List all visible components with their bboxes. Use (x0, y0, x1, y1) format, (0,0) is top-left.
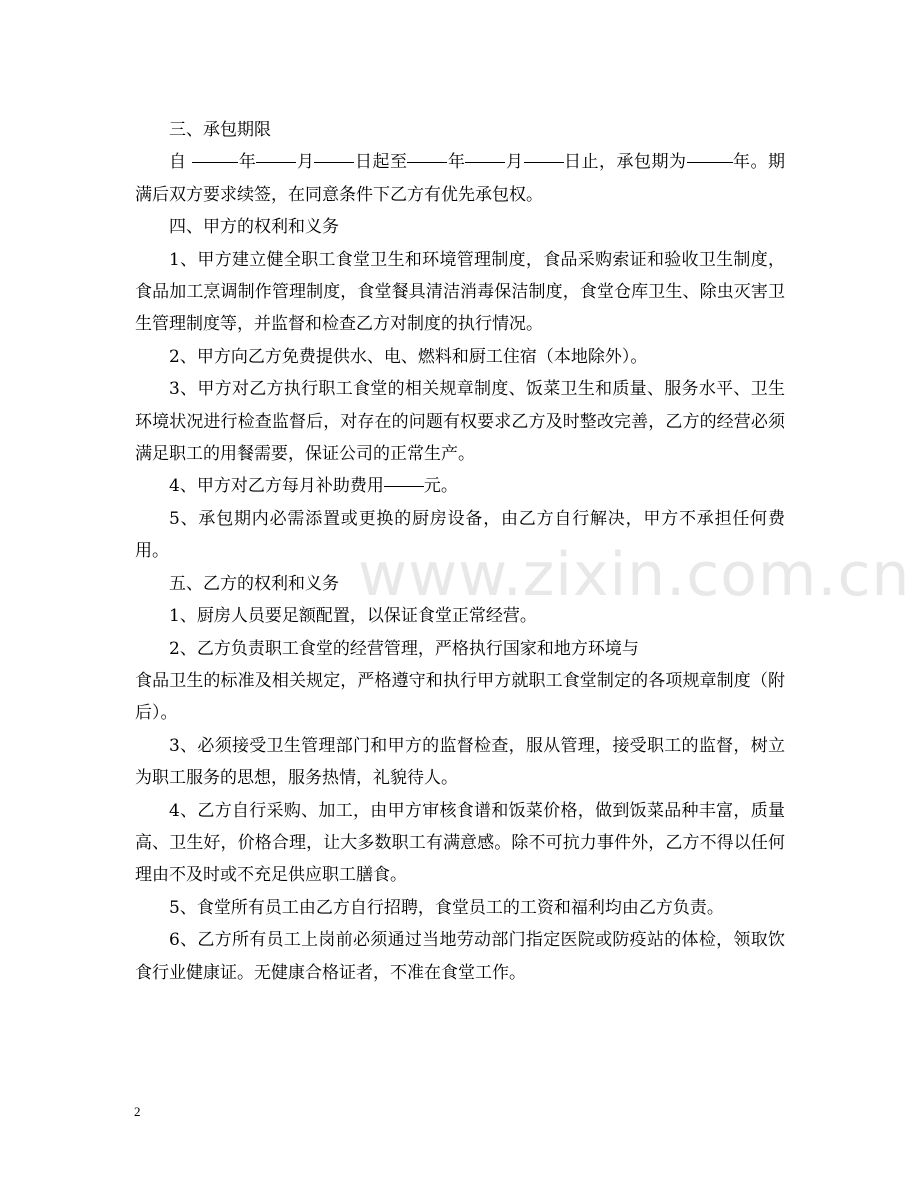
blank-end-year[interactable] (407, 161, 447, 163)
blank-start-month[interactable] (256, 161, 296, 163)
blank-end-month[interactable] (465, 161, 505, 163)
section-heading-term: 三、承包期限 (169, 120, 271, 140)
section-heading-party-b: 五、乙方的权利和义务 (169, 573, 339, 594)
subsidy-text: 元。 (423, 476, 458, 497)
party-b-clause-4: 4、乙方自行采购、加工，由甲方审核食谱和饭菜价格，做到饭菜品种丰富，质量高、卫生好，价格合理，让大多数职工有满意感。除不可抗力事件外，乙方不得以任何理由不及时或不充足供应职工膳食。 (135, 800, 785, 886)
section-heading-party-a: 四、甲方的权利和义务 (169, 217, 339, 238)
term-text: 年 (447, 152, 466, 173)
party-b-clause-2: 2、乙方负责职工食堂的经营管理，严格执行国家和地方环境与 (169, 638, 639, 659)
subsidy-text: 4、甲方对乙方每月补助费用 (169, 476, 384, 497)
party-b-clause-3: 3、必须接受卫生管理部门和甲方的监督检查，服从管理，接受职工的监督，树立为职工服务的思想，服务热情，礼貌待人。 (135, 735, 785, 789)
term-text: 年 (238, 152, 257, 173)
blank-term-years[interactable] (687, 161, 733, 163)
term-text: 月 (296, 152, 315, 173)
term-text: 日起至 (354, 152, 408, 173)
document-body (135, 114, 785, 989)
blank-start-day[interactable] (314, 161, 354, 163)
party-b-clause-6: 6、乙方所有员工上岗前必须通过当地劳动部门指定医院或防疫站的体检，领取饮食行业健康证。无健康合格证者，不准在食堂工作。 (135, 930, 785, 983)
party-b-clause-5: 5、食堂所有员工由乙方自行招聘，食堂员工的工资和福利均由乙方负责。 (169, 897, 724, 918)
party-a-clause-1: 1、甲方建立健全职工食堂卫生和环境管理制度，食品采购索证和验收卫生制度，食品加工烹调制作管理制度，食堂餐具清洁消毒保洁制度，食堂仓库卫生、除虫灭害卫生管理制度等，并监督和检查乙方对制度的执行情况。 (135, 249, 785, 335)
party-b-clause-1: 1、厨房人员要足额配置，以保证食堂正常经营。 (169, 606, 537, 627)
watermark: www.zixin.com.cn (358, 540, 911, 610)
term-text: 月 (505, 152, 524, 173)
party-a-clause-5: 5、承包期内必需添置或更换的厨房设备，由乙方自行解决，甲方不承担任何费用。 (135, 508, 785, 562)
blank-start-year[interactable] (192, 161, 238, 163)
term-text: 自 (169, 152, 193, 173)
blank-subsidy-amount[interactable] (384, 485, 424, 487)
party-a-clause-3: 3、甲方对乙方执行职工食堂的相关规章制度、饭菜卫生和质量、服务水平、卫生环境状况进行检查监督后，对存在的问题有权要求乙方及时整改完善，乙方的经营必须满足职工的用餐需要，保证公司的正常生产。 (135, 379, 785, 465)
term-text: 年。期满后双方要求续签，在同意条件下乙方有优先承包权。 (135, 152, 786, 205)
term-paragraph (135, 146, 785, 211)
page-number: 2 (134, 1104, 141, 1119)
party-b-clause-2-continued: 食品卫生的标准及相关规定，严格遵守和执行甲方就职工食堂制定的各项规章制度（附后）。 (135, 670, 785, 724)
party-a-clause-2: 2、甲方向乙方免费提供水、电、燃料和厨工住宿（本地除外）。 (169, 346, 648, 367)
blank-end-day[interactable] (524, 161, 564, 163)
party-a-clause-4 (135, 470, 785, 502)
term-text: 日止，承包期为 (563, 152, 687, 173)
